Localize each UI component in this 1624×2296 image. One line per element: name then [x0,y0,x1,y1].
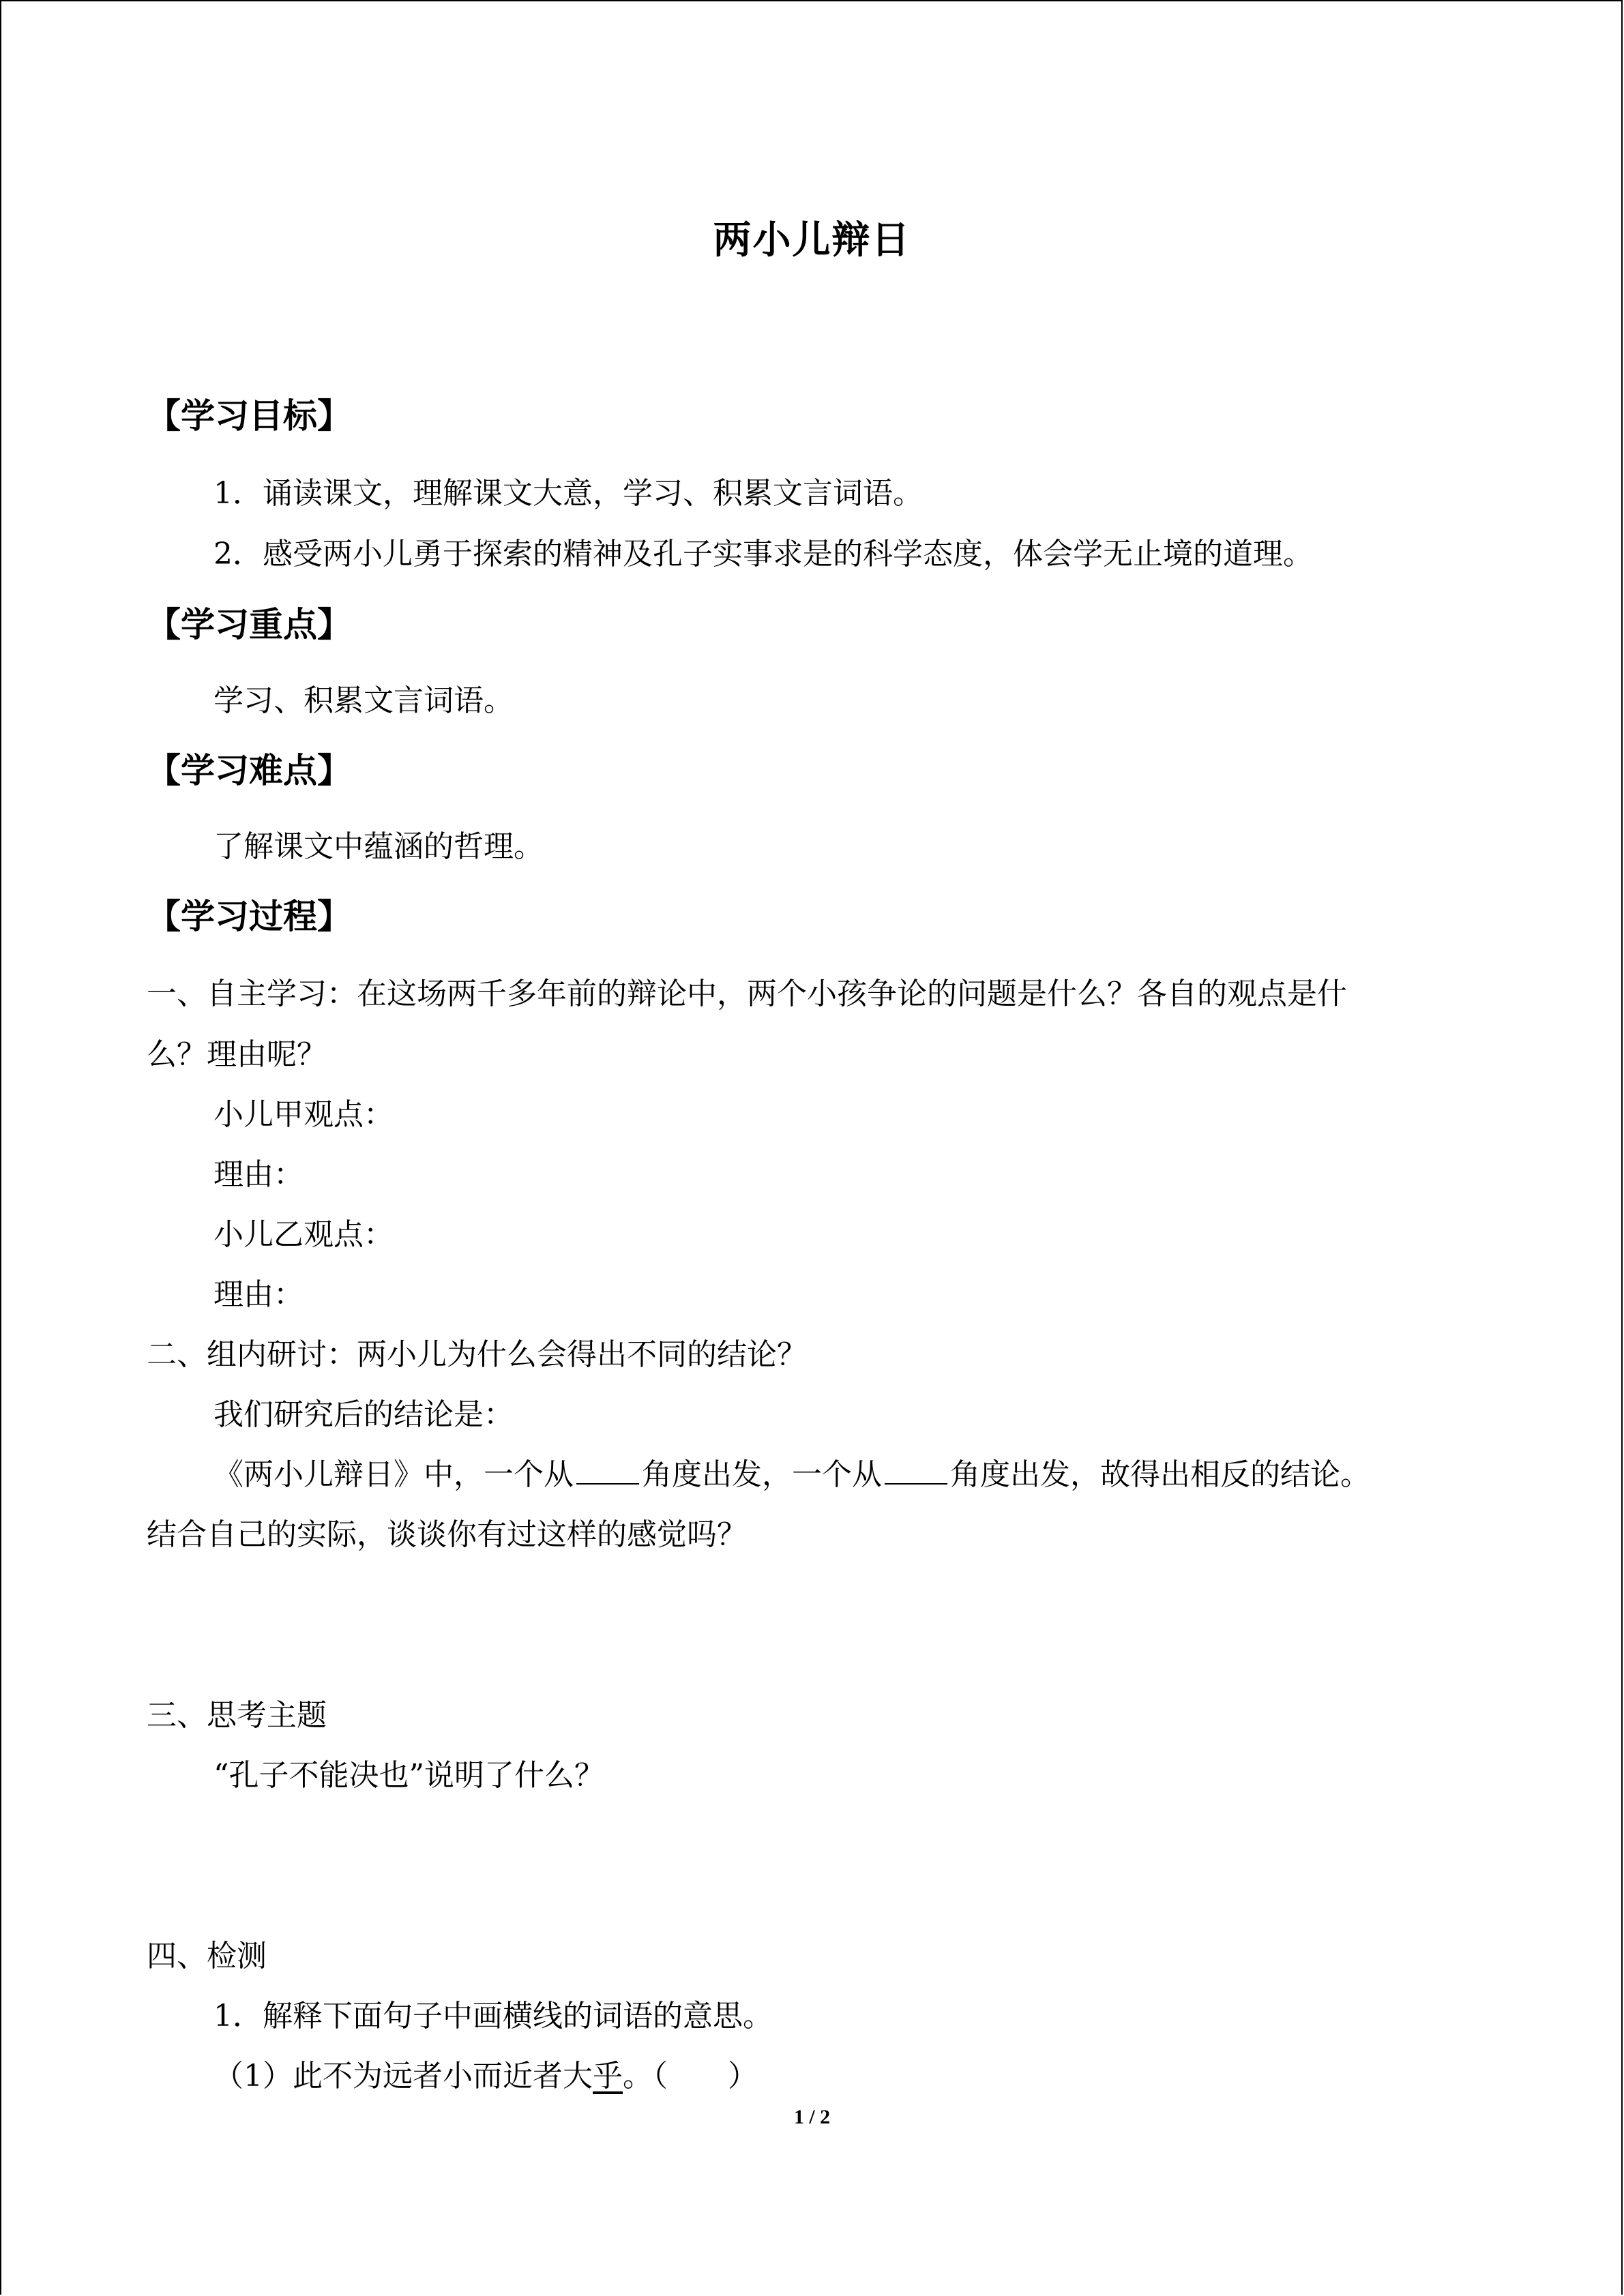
fill-blank-2[interactable] [885,1457,947,1485]
goal-item-2: 2．感受两小儿勇于探索的精神及孔子实事求是的科学态度，体会学无止境的道理。 [213,537,1313,571]
part4-heading: 四、检测 [147,1939,267,1973]
fill-text-3: 角度出发，故得出相反的结论。 [950,1457,1370,1492]
part2-reflection: 结合自己的实际，谈谈你有过这样的感觉吗？ [147,1517,747,1552]
goal-item-1: 1．诵读课文，理解课文大意，学习、积累文言词语。 [213,476,923,511]
part4-q1-1 [213,2059,758,2095]
q1-1-text-before: （1）此不为远者小而近者大 [213,2059,593,2093]
part1-line1: 一、自主学习：在这场两千多年前的辩论中，两个小孩争论的问题是什么？各自的观点是什 [147,976,1347,1011]
q1-1-underlined-word: 乎 [593,2059,623,2093]
part1-line2: 么？理由呢？ [147,1037,327,1072]
child-b-reason: 理由： [213,1277,304,1312]
heading-process: 【学习过程】 [147,897,351,936]
part3-heading: 三、思考主题 [147,1698,327,1733]
difficulty-text: 了解课文中蕴涵的哲理。 [213,829,544,864]
part2-heading: 二、组内研讨：两小儿为什么会得出不同的结论？ [147,1337,807,1372]
child-a-view: 小儿甲观点： [213,1097,394,1132]
q1-1-text-after: 。（ ） [623,2059,758,2093]
part4-q1: 1．解释下面句子中画横线的词语的意思。 [213,1999,773,2033]
heading-goals: 【学习目标】 [147,396,351,436]
page-number: 1 / 2 [793,2106,831,2128]
document-title: 两小儿辩日 [713,218,911,263]
part2-fill-line [213,1457,1370,1493]
part2-conclusion: 我们研究后的结论是： [213,1397,514,1432]
key-text: 学习、积累文言词语。 [213,683,514,718]
part3-question: “孔子不能决也”说明了什么？ [213,1758,604,1793]
fill-text-2: 角度出发，一个从 [642,1457,882,1492]
fill-blank-1[interactable] [576,1457,639,1485]
child-a-reason: 理由： [213,1157,304,1192]
heading-difficulty: 【学习难点】 [147,751,351,790]
heading-key: 【学习重点】 [147,605,351,644]
fill-text-1: 《两小儿辩日》中，一个从 [213,1457,574,1492]
child-b-view: 小儿乙观点： [213,1217,394,1252]
